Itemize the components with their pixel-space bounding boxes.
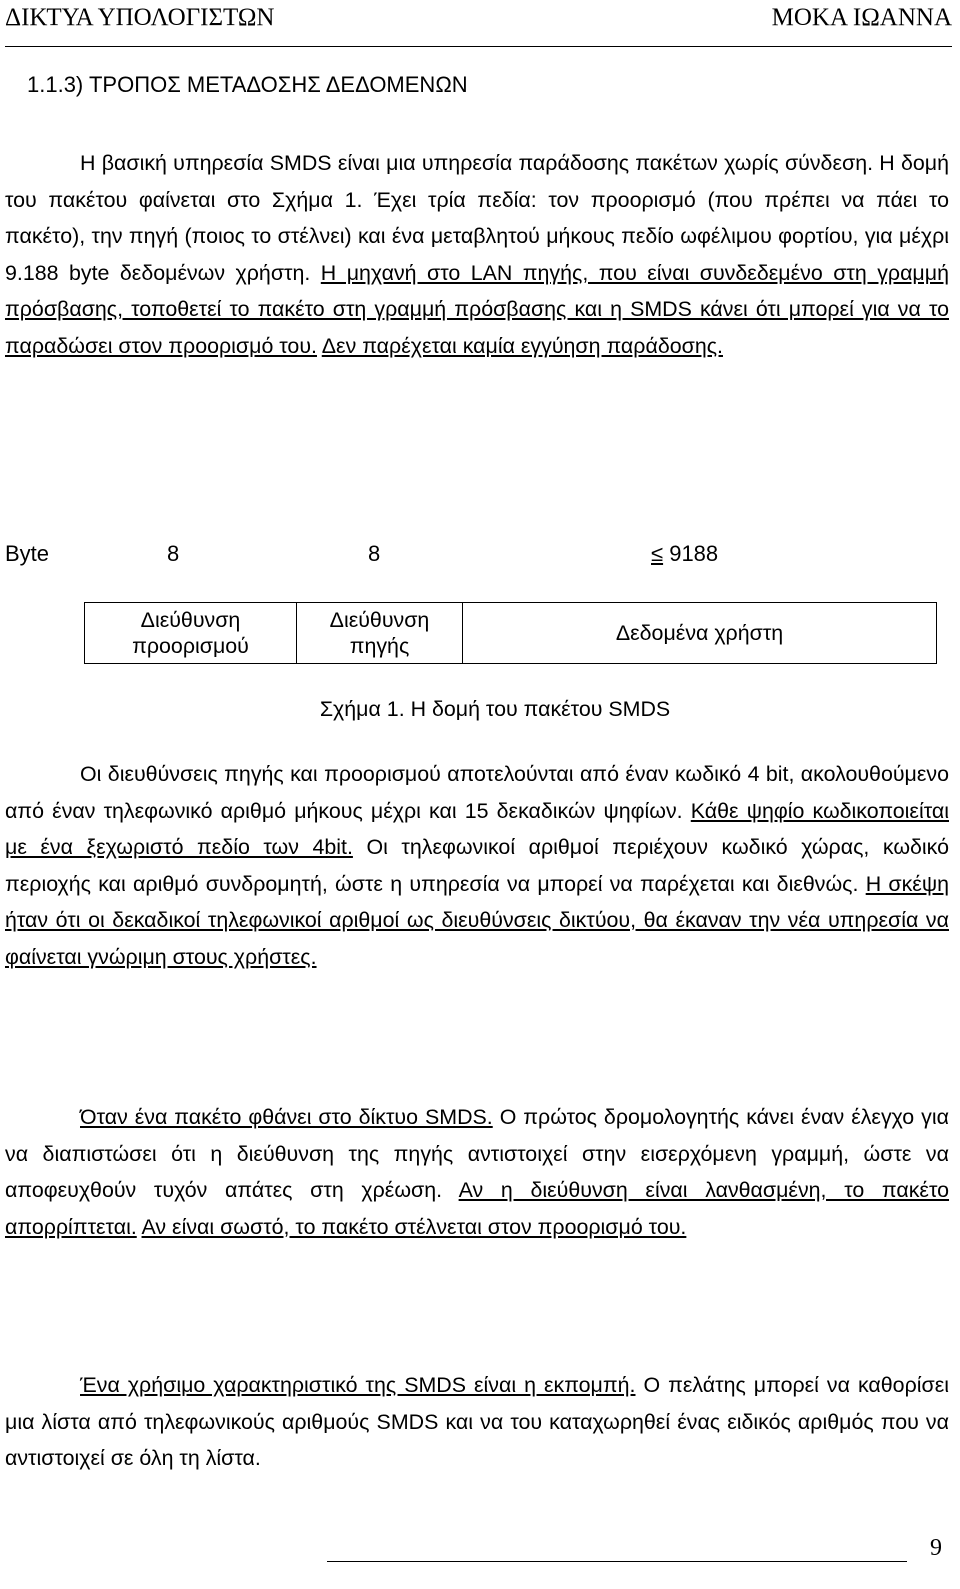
paragraph-smds-service (5, 145, 949, 364)
paragraph-broadcast (5, 1367, 949, 1477)
paragraph4-part1: Ένα χρήσιμο χαρακτηριστικό της SMDS είναι η εκπομπή. (80, 1373, 636, 1397)
paragraph3-part2: Ο πρώτος δρομολογητής κάνει έναν έλεγχο για να διαπιστώσει ότι η διεύθυνση της πηγής αντιστοιχεί στην εισερχόμενη γραμμή, ώστε να αποφευχθούν τυχόν απάτες στη χρέωση. (5, 1105, 949, 1202)
header-author-name: ΜΟΚΑ ΙΩΑΝΝΑ (771, 4, 952, 31)
paragraph-addresses (5, 756, 949, 975)
user-data-label: Δεδομένα χρήστη (615, 621, 784, 645)
destination-size: 8 (167, 541, 180, 566)
destination-label-line2: προορισμού (132, 634, 249, 658)
paragraph4-part2: Ο πελάτης μπορεί να καθορίσει μια λίστα από τηλεφωνικούς αριθμούς SMDS και να του καταχωρηθεί ένας ειδικός αριθμός που να αντιστοιχεί σε όλη τη λίστα. (5, 1373, 949, 1470)
user-data-field (462, 603, 936, 663)
byte-label: Byte (5, 541, 50, 566)
source-label-line1: Διεύθυνση (329, 608, 430, 632)
paragraph3-part3: Αν η διεύθυνση είναι λανθασμένη, το πακέτο απορρίπτεται. (5, 1178, 950, 1239)
paragraph3-part4: Αν είναι σωστό, το πακέτο στέλνεται στον προορισμό του. (141, 1214, 687, 1239)
paragraph2-part4: Η σκέψη ήταν ότι οι δεκαδικοί τηλεφωνικοί αριθμοί ως διευθύνσεις δικτύου, θα έκαναν την νέα υπηρεσία να φαίνεται γνώριμη στους χρήστες. (5, 871, 949, 969)
paragraph3-part1: Όταν ένα πακέτο φθάνει στο δίκτυο SMDS. (80, 1105, 493, 1129)
paragraph2-part3: Οι τηλεφωνικοί αριθμοί περιέχουν κωδικό χώρας, κωδικό περιοχής και αριθμό συνδρομητή, ώστε η υπηρεσία να μπορεί να παρέχεται και διεθνώς. (5, 835, 950, 896)
footer-rule (327, 1561, 907, 1562)
source-label-line2: πηγής (349, 634, 410, 658)
source-size: 8 (368, 541, 381, 566)
figure-caption: Σχήμα 1. Η δομή του πακέτου SMDS (319, 697, 671, 721)
less-equal-symbol: ≤ (651, 541, 664, 566)
paragraph1-part3: Δεν παρέχεται καμία εγγύηση παράδοσης. (321, 333, 723, 358)
byte-size-row (5, 541, 949, 573)
paragraph1-part1: Η βασική υπηρεσία SMDS είναι μια υπηρεσία παράδοσης πακέτων χωρίς σύνδεση. Η δομή του πακέτου φαίνεται στο Σχήμα 1. Έχει τρία πεδία: τον προορισμό (που πρέπει να πάει το πακέτο), την πηγή (ποιος το στέλνει) και ένα μεταβλητού μήκους πεδίο ωφέλιμου φορτίου, για μέχρι 9.188 byte δεδομένων χρήστη. (5, 151, 949, 285)
paragraph2-part1: Οι διευθύνσεις πηγής και προορισμού αποτελούνται από έναν κωδικό 4 bit, ακολουθούμενο από έναν τηλεφωνικό αριθμό μήκους μέχρι και 15 δεκαδικών ψηφίων. (5, 762, 949, 823)
paragraph1-part2: Η μηχανή στο LAN πηγής, που είναι συνδεδεμένο στη γραμμή πρόσβασης, τοποθετεί το πακέτο στη γραμμή πρόσβασης και η SMDS κάνει ότι μπορεί για να το παραδώσει στον προορισμό του. (5, 260, 949, 358)
page-number: 9 (930, 1535, 942, 1561)
paragraph-arrival-check (5, 1099, 949, 1245)
destination-label-line1: Διεύθυνση (140, 608, 241, 632)
smds-packet-structure (84, 602, 937, 664)
paragraph2-part2: Κάθε ψηφίο κωδικοποιείται με ένα ξεχωριστό πεδίο των 4bit. (5, 798, 949, 859)
source-address-field (296, 603, 462, 663)
header-course-title: ΔΙΚΤΥΑ ΥΠΟΛΟΓΙΣΤΩΝ (5, 4, 275, 31)
data-size (651, 541, 718, 567)
data-size-value: 9188 (669, 541, 719, 566)
destination-address-field (85, 603, 296, 663)
section-title: 1.1.3) ΤΡΟΠΟΣ ΜΕΤΑΔΟΣΗΣ ΔΕΔΟΜΕΝΩΝ (27, 72, 468, 97)
page-header (5, 0, 952, 47)
